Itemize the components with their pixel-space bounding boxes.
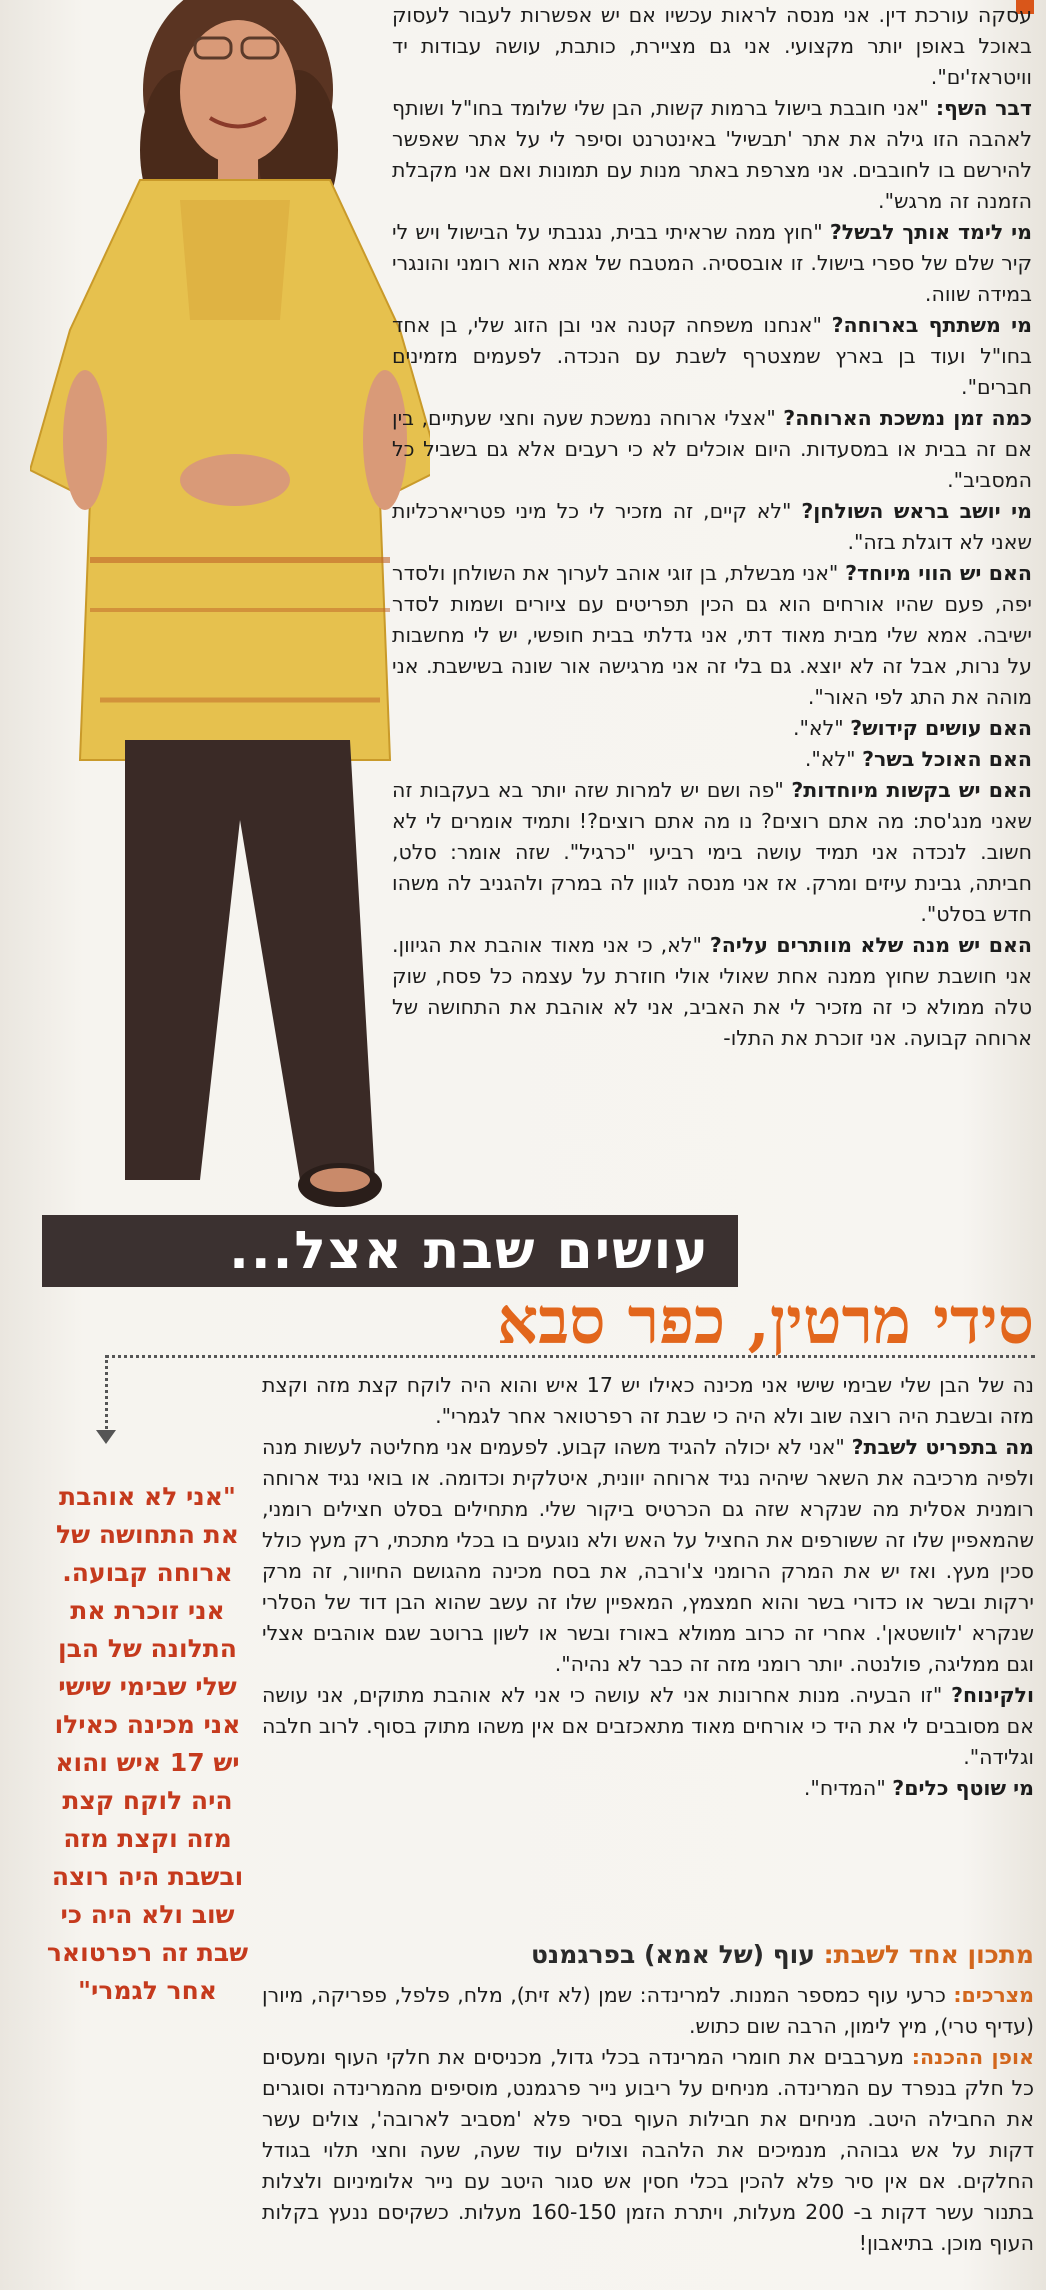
continuation-paragraph: נה של הבן שלי שבימי שישי אני מכינה כאילו יש 17 איש והוא היה לוקח קצת מזה וקצת מזה ובשבת היה רוצה שוב ולא היה כי שבת זה רפרטואר אחר לגמרי". xyxy=(262,1373,1034,1428)
qa-paragraph: האם עושים קידוש? "לא". xyxy=(792,716,1032,740)
qa-paragraph: דבר השף: "אני חובבת בישול ברמות קשות, הבן שלי שלומד בחו"ל ושותף לאהבה הזו גילה את אתר 'תבשיל' באינטרנט וסיפר לי על אתר שאפשר להירשם בו לחובבים. אני מצרפת באתר מנות עם תמונות ואם אני מקבלת הזמנה זה מרגש". xyxy=(392,96,1032,213)
pull-quote: "אני לא אוהבת את התחושה של ארוחה קבועה. אני זוכרת את התלונה של הבן שלי שבימי שישי אני מכינה כאילו יש 17 איש והוא היה לוקח קצת מזה וקצת מזה ובשבת היה רוצה שוב ולא היה כי שבת זה רפרטואר אחר לגמרי" xyxy=(46,1482,249,2005)
interview-lower-column xyxy=(262,1370,1034,1922)
qa-paragraph: האם יש בקשות מיוחדות? "פה ושם יש למרות שזה יותר בא בעקבות זה שאני מנג'סת: מה אתם רוצים? נו מה אתם רוצים?! ותמיד אומרים לי לא חשוב. לנכדה אני תמיד עושה בימי רביעי "כרגיל". שזה אומר: סלט, חביתה, גבינת עיזים ומרק. אז אני מנסה לגוון לה במרק ולהגניב לה משהו חדש בסלט". xyxy=(392,778,1032,926)
qa-paragraph: ולקינוח? "זו הבעיה. מנות אחרונות אני לא עושה כי אני לא אוהבת מתוקים, אני עושה אם מסובבים לי את היד כי אורחים מאוד מתאכזבים אם אין משהו מתוק בסוף. לרוב חלבה וגלידה". xyxy=(262,1683,1034,1769)
qa-paragraph: האם יש מנה שלא מוותרים עליה? "לא, כי אני מאוד אוהבת את הגיוון. אני חושבת שחוץ ממנה אחת שאולי אולי חוזרת על עצמה כל פסח, שוק טלה ממולא כי זה מזכיר לי את האביב, אני לא אוהבת את התחושה של ארוחה קבועה. אני זוכרת את התלו- xyxy=(392,933,1032,1050)
qa-paragraph: מה בתפריט לשבת? "אני לא יכולה להגיד משהו קבוע. לפעמים אני מחליטה לעשות מנה ולפיה מרכיבה את השאר שיהיה נגיד ארוחה יוונית, איטלקית וכדומה. או בואי נגיד ארוחה רומנית אסלית מה שנקרא שזה גם הכרטיס ביקור שלי. מתחילים בסלט חצילים רומני, שהמאפיין שלו זה ששורפים את החציל על האש ולא נוגעים בו בכלי מתכתי, רק מעץ כולל סכין מעץ. ואז יש את המרק הרומני צ'ורבה, את בסח מכינה מהגושם החיוור, זה מרק ירקות ובשר או כדורי בשר והוא חמצמץ, המאפיין שלו זה עשב שהוא הבן דוד של הסלרי שנקרא 'לוושטאן'. אחרי זה כרוב ממולא באורז ובשר או לשון ברוטב שגם אוהבים אצלי וגם ממליגה, פולנטה. יותר רומני מזה זה כבר לא נהיה". xyxy=(262,1435,1034,1676)
qa-paragraph: האם יש הווי מיוחד? "אני מבשלת, בן זוגי אוהב לערוך את השולחן ולסדר יפה, פעם שהיו אורחים הוא גם הכין תפריטים עם ציורים ושמות לסדר ישיבה. אמא שלי מבית מאוד דתי, אני גדלתי בבית חופשי, יש לי מחשבות על נרות, אבל זה לא יוצא. גם בלי זה אני מרגישה אור שונה בשישבת. אני מוהה את התג לפי האור". xyxy=(392,561,1032,709)
portrait-photo xyxy=(30,0,430,1330)
ingredients-paragraph: מצרכים: כרעי עוף כמספר המנות. למרינדה: שמן (לא זית), מלח, פלפל, פפריקה, מיורן (עדיף טרי), מיץ לימון, הרבה שום כתוש. xyxy=(262,1983,1034,2038)
arrow-down-icon xyxy=(96,1430,116,1444)
dark-trousers-shape xyxy=(125,740,375,1180)
dotted-divider-vertical xyxy=(105,1355,108,1440)
dotted-divider xyxy=(105,1355,1035,1358)
recipe-title: מתכון אחד לשבת: עוף (של אמא) בפרגמנט xyxy=(530,1940,1034,1969)
qa-paragraph: מי משתתף בארוחה? "אנחנו משפחה קטנה אני ובן הזוג שלי, בן אחד בחו"ל ועוד בן בארץ שמצטרף לשבת עם הנכדה. לפעמים מזמינים חברים". xyxy=(392,313,1032,399)
series-title-bar: עושים שבת אצל... xyxy=(42,1215,738,1287)
intro-paragraph: עסקה עורכת דין. אני מנסה לראות עכשיו אם יש אפשרות לעבור לעסוק באוכל באופן יותר מקצועי. אני גם מציירת, כותבת, עושה עבודות יד וויטראז'ים". xyxy=(392,3,1032,89)
hands-shape xyxy=(180,454,290,506)
interview-upper-column xyxy=(392,0,1032,1150)
qa-paragraph: האם האוכל בשר? "לא". xyxy=(804,747,1032,771)
qa-paragraph: מי שוטף כלים? "המדיח". xyxy=(803,1776,1034,1800)
qa-paragraph: כמה זמן נמשכת הארוחה? "אצלי ארוחה נמשכת שעה וחצי שעתיים, בין אם זה בבית או במסעדות. היום אוכלים לא כי רעבים אלא גם בשביל כל המסביב". xyxy=(392,406,1032,492)
qa-paragraph: מי יושב בראש השולחן? "לא קיים, זה מזכיר לי כל מיני פטריארכליות שאני לא דוגלת בזה". xyxy=(392,499,1032,554)
qa-paragraph: מי לימד אותך לבשל? "חוץ ממה שראיתי בבית, נגנבתי על הבישול ויש לי קיר שלם של ספרי בישול. זו אובססיה. המטבח של אמא הוא רומני והונגרי במידה שווה. xyxy=(392,220,1032,306)
recipe-body xyxy=(262,1980,1034,2290)
host-name-heading: סידי מרטין, כפר סבא xyxy=(497,1284,1034,1359)
method-paragraph: אופן ההכנה: מערבבים את חומרי המרינדה בכלי גדול, מכניסים את חלקי העוף ומעסים כל חלק בנפרד עם המרינדה. מניחים על ריבוע נייר פרגמנט, מוסיפים מהמרינדה וסוגרים את החבילה היטב. מניחים את חבילות העוף בסיר פלא 'מסביב לארובה', צולים עשר דקות על אש גבוהה, מנמיכים את הלהבה וצולים עוד שעה, שעה וחצי תלוי בגודל החלקים. אם אין סיר פלא להכין בכלי חסין אש סגור היטב עם נייר אלומיניום ולצלות בתנור עשר דקות ב- 200 מעלות, ויתרת הזמן 160-150 מעלות. כשקיסם ננעץ בקלות העוף מוכן. בתיאבון! xyxy=(262,2045,1034,2255)
